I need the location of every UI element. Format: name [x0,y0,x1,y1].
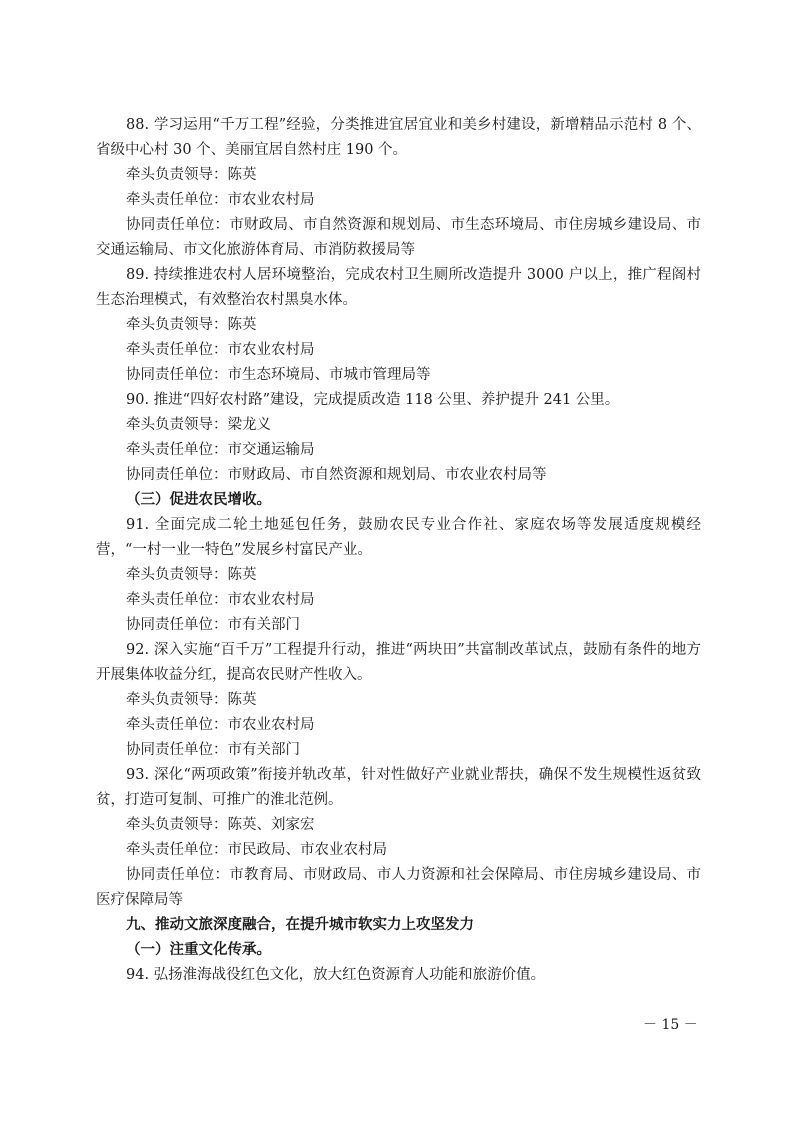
task-text: 90. 推进“四好农村路”建设，完成提质改造 118 公里、养护提升 241 公里。 [126,392,620,408]
coop-units: 协同责任单位：市财政局、市自然资源和规划局、市农业农村局等 [126,467,547,483]
coop-units: 协同责任单位：市财政局、市自然资源和规划局、市生态环境局、市住房城乡建设局、市交通运输局、市文化旅游体育局、市消防救援局等 [96,217,701,258]
coop-units: 协同责任单位：市生态环境局、市城市管理局等 [126,367,431,383]
lead-unit: 牵头责任单位：市农业农村局 [126,192,315,208]
lead-leader: 牵头负责领导：陈英 [126,692,257,708]
coop-units: 协同责任单位：市教育局、市财政局、市人力资源和社会保障局、市住房城乡建设局、市医疗保障局等 [96,867,701,908]
lead-leader: 牵头负责领导：陈英 [126,567,257,583]
task-item-88 [96,113,701,263]
coop-units: 协同责任单位：市有关部门 [126,617,300,633]
task-item-89 [96,263,701,388]
task-text: 92. 深入实施“百千万”工程提升行动，推进“两块田”共富制改革试点，鼓励有条件的地方开展集体收益分红，提高农民财产性收入。 [96,642,701,683]
lead-unit: 牵头责任单位：市交通运输局 [126,442,315,458]
task-item-93 [96,763,701,913]
lead-leader: 牵头负责领导：梁龙义 [126,417,271,433]
task-text: 91. 全面完成二轮土地延包任务，鼓励农民专业合作社、家庭农场等发展适度规模经营，“一村一业一特色”发展乡村富民产业。 [96,517,701,558]
lead-leader: 牵头负责领导：陈英、刘家宏 [126,817,315,833]
coop-units: 协同责任单位：市有关部门 [126,742,300,758]
task-text: 89. 持续推进农村人居环境整治，完成农村卫生厕所改造提升 3000 户以上，推广程阁村生态治理模式，有效整治农村黑臭水体。 [96,267,701,308]
lead-leader: 牵头负责领导：陈英 [126,317,257,333]
lead-unit: 牵头责任单位：市农业农村局 [126,717,315,733]
page-number: － 15 － [643,1017,698,1033]
lead-unit: 牵头责任单位：市民政局、市农业农村局 [126,842,387,858]
task-text: 93. 深化“两项政策”衔接并轨改革，针对性做好产业就业帮扶，确保不发生规模性返贫致贫，打造可复制、可推广的淮北范例。 [96,767,701,808]
task-item-91 [96,513,701,638]
task-text: 88. 学习运用“千万工程”经验，分类推进宜居宜业和美乡村建设，新增精品示范村 8 个、省级中心村 30 个、美丽宜居自然村庄 190 个。 [96,117,701,158]
lead-unit: 牵头责任单位：市农业农村局 [126,342,315,358]
section-heading: （三）促进农民增收。 [126,492,271,508]
lead-unit: 牵头责任单位：市农业农村局 [126,592,315,608]
lead-leader: 牵头负责领导：陈英 [126,167,257,183]
task-item-90 [96,388,701,488]
document-body [96,113,701,988]
task-item-92 [96,638,701,763]
section-heading: （一）注重文化传承。 [126,942,271,958]
task-text: 94. 弘扬淮海战役红色文化，放大红色资源育人功能和旅游价值。 [126,967,546,983]
chapter-heading: 九、推动文旅深度融合，在提升城市软实力上攻坚发力 [126,917,474,933]
